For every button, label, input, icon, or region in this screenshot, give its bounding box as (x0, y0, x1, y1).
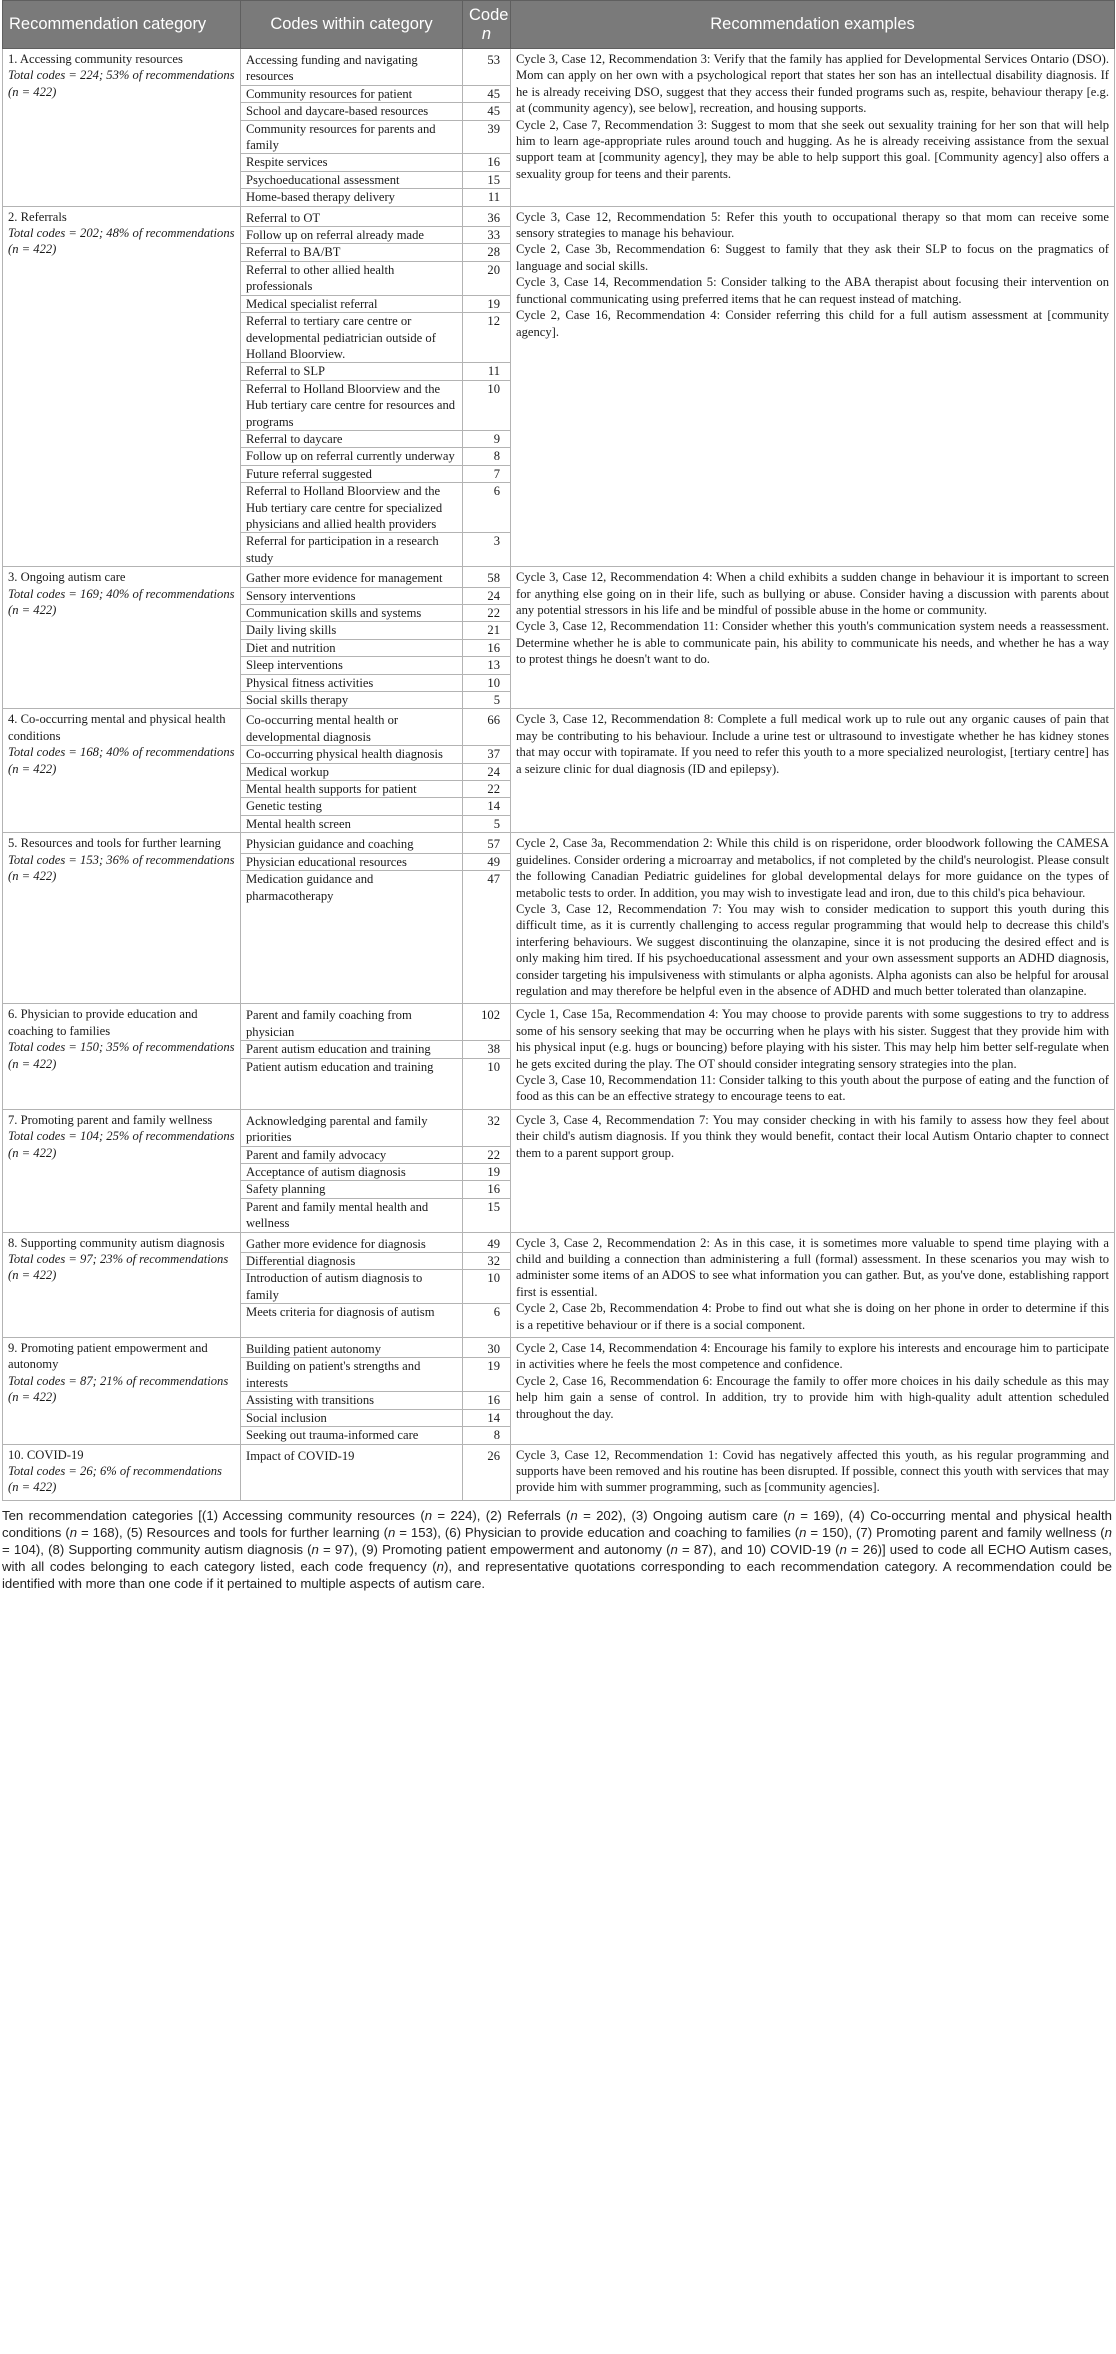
code-label: School and daycare-based resources (241, 103, 462, 120)
code-label: Mental health screen (246, 816, 351, 831)
code-count: 5 (493, 816, 500, 831)
code-count: 8 (463, 448, 510, 465)
examples-cell (511, 206, 1115, 567)
category-cell (3, 206, 241, 567)
header-code-n-line2: n (481, 24, 492, 43)
category-title: 9. Promoting patient empowerment and autonomy (8, 1341, 208, 1372)
category-title: 4. Co-occurring mental and physical health conditions (8, 712, 226, 743)
table-row (3, 1004, 1115, 1109)
code-label: Physical fitness activities (241, 675, 462, 692)
code-count: 10 (463, 1270, 510, 1304)
codes-cell (241, 1444, 463, 1500)
code-label: Daily living skills (241, 622, 462, 639)
examples-cell (511, 1338, 1115, 1444)
code-count: 32 (463, 1113, 510, 1147)
examples-cell (511, 833, 1115, 1004)
code-label: Future referral suggested (241, 466, 462, 483)
counts-cell (463, 206, 511, 567)
code-label: Gather more evidence for diagnosis (241, 1236, 462, 1253)
examples-cell (511, 1004, 1115, 1109)
codes-cell (241, 709, 463, 833)
code-label: Acknowledging parental and family priorities (241, 1113, 462, 1147)
table-body (3, 49, 1115, 1501)
code-count: 49 (463, 854, 510, 871)
code-count: 22 (463, 1147, 510, 1164)
category-total: Total codes = 150; 35% of recommendations (n = 422) (8, 1040, 235, 1071)
code-count: 45 (463, 103, 510, 120)
code-label: Medication guidance and pharmacotherapy (246, 872, 374, 903)
recommendation-example: Cycle 3, Case 12, Recommendation 4: When a child exhibits a sudden change in behaviour it is important to screen for anything else going on in their life, such as bullying or abuse. Consider having a discussion with parents about any potential stressors in his life and be mindful of possible abuse in the home or community. (516, 570, 1109, 617)
category-total: Total codes = 153; 36% of recommendations (n = 422) (8, 852, 235, 884)
code-count: 38 (463, 1041, 510, 1058)
code-count: 8 (493, 1428, 500, 1443)
category-cell (3, 49, 241, 207)
code-label: Parent autism education and training (241, 1041, 462, 1058)
code-count: 30 (463, 1341, 510, 1358)
code-label: Safety planning (241, 1181, 462, 1198)
recommendation-example: Cycle 2, Case 16, Recommendation 6: Encourage the family to offer more choices in his daily schedule as this may help him gain a sense of control. In addition, try to provide him with high-quality adult attention scheduled throughout the day. (516, 1373, 1109, 1421)
recommendation-example: Cycle 3, Case 12, Recommendation 7: You may wish to consider medication to support this youth during this difficult time, as it is currently challenging to access regular programming that would help to decrease this child's interfering behaviours. We suggest discontinuing the olanzapine, since it is not producing the desired effect and is only making him tired. If his psychoeducational assessment and your own assessment supports an ADHD diagnosis, consider targeting his impulsiveness with stimulants or alpha agonists. Alpha agonists can also be helpful for arousal regulation and may therefore be helpful even in the absence of ADHD and much better tolerated than olanzapine. (516, 901, 1109, 998)
code-label: Parent and family coaching from physician (241, 1007, 462, 1041)
code-count: 58 (463, 570, 510, 587)
category-title: 7. Promoting parent and family wellness (8, 1112, 213, 1127)
code-count: 10 (463, 675, 510, 692)
code-count: 66 (463, 712, 510, 746)
code-label: Respite services (241, 154, 462, 171)
code-count: 24 (463, 588, 510, 605)
counts-cell (463, 833, 511, 1004)
category-total: Total codes = 104; 25% of recommendations (n = 422) (8, 1129, 235, 1160)
category-title: 6. Physician to provide education and coaching to families (8, 1007, 198, 1038)
code-count: 10 (463, 381, 510, 431)
code-label: Referral to OT (241, 210, 462, 227)
code-label: Referral to BA/BT (241, 244, 462, 261)
code-label: Communication skills and systems (241, 605, 462, 622)
codes-cell (241, 1338, 463, 1444)
code-label: Medical workup (241, 764, 462, 781)
recommendation-example: Cycle 3, Case 14, Recommendation 5: Consider talking to the ABA therapist about focusing their intervention on functional communicating using preferred items that he can request instead of matching. (516, 275, 1109, 306)
code-label: Referral to SLP (241, 363, 462, 380)
code-count: 21 (463, 622, 510, 639)
category-cell (3, 833, 241, 1004)
code-count: 22 (463, 605, 510, 622)
category-total: Total codes = 26; 6% of recommendations (n = 422) (8, 1463, 222, 1495)
category-cell (3, 1338, 241, 1444)
examples-cell (511, 709, 1115, 833)
category-cell (3, 709, 241, 833)
examples-cell (511, 1232, 1115, 1337)
table-footnote: Ten recommendation categories [(1) Accessing community resources (n = 224), (2) Referrals (n = 202), (3) Ongoing autism care (n = 169), (4) Co-occurring mental and physical health conditions (n = 168), (5) Resources and tools for further learning (n = 153), (6) Physician to provide education and coaching to families (n = 150), (7) Promoting parent and family wellness (n = 104), (8) Supporting community autism diagnosis (n = 97), (9) Promoting patient empowerment and autonomy (n = 87), and 10) COVID-19 (n = 26)] used to code all ECHO Autism cases, with all codes belonging to each category listed, each code frequency (n), and representative quotations corresponding to each recommendation category. A recommendation could be identified with more than one code if it pertained to multiple aspects of autism care. (2, 1507, 1112, 1591)
code-count: 28 (463, 244, 510, 261)
header-codes: Codes within category (241, 1, 463, 49)
code-count: 57 (463, 836, 510, 853)
code-label: Community resources for parents and family (241, 121, 462, 155)
code-count: 24 (463, 764, 510, 781)
code-count: 102 (463, 1007, 510, 1041)
code-label: Gather more evidence for management (241, 570, 462, 587)
code-label: Sensory interventions (241, 588, 462, 605)
codes-cell (241, 833, 463, 1004)
counts-cell (463, 709, 511, 833)
counts-cell (463, 1444, 511, 1500)
category-title: 8. Supporting community autism diagnosis (8, 1235, 225, 1250)
counts-cell (463, 1232, 511, 1337)
code-count: 16 (463, 640, 510, 657)
code-label: Physician educational resources (241, 854, 462, 871)
code-label: Impact of COVID-19 (246, 1448, 355, 1463)
category-title: 1. Accessing community resources (8, 52, 183, 66)
code-count: 19 (463, 1164, 510, 1181)
code-count: 15 (463, 172, 510, 189)
code-count: 19 (463, 1358, 510, 1392)
recommendation-example: Cycle 2, Case 3a, Recommendation 2: While this child is on risperidone, order bloodwork following the CAMESA guidelines. Consider ordering a microarray and metabolics, if not completed by the child's neurologist. Please consult the following Canadian Pediatric guidelines for global developmental delays for more guidance on the types of metabolic tests to order. In addition, you may wish to investigate lead and iron, due to this child's pica behaviour. (516, 836, 1109, 900)
table-row (3, 833, 1115, 1004)
code-count: 49 (463, 1236, 510, 1253)
category-cell (3, 1232, 241, 1337)
code-label: Building on patient's strengths and interests (241, 1358, 462, 1392)
code-count: 39 (463, 121, 510, 155)
code-label: Referral to Holland Bloorview and the Hub tertiary care centre for specialized physicians and allied health providers (241, 483, 462, 533)
code-count: 14 (463, 1410, 510, 1427)
examples-cell (511, 49, 1115, 207)
code-count: 32 (463, 1253, 510, 1270)
recommendation-example: Cycle 2, Case 14, Recommendation 4: Encourage his family to explore his interests and encourage him to participate in activities where he feels the most competence and confidence. (516, 1341, 1109, 1372)
category-cell (3, 567, 241, 709)
code-label: Referral to tertiary care centre or developmental pediatrician outside of Holland Bloorview. (241, 313, 462, 363)
code-count: 6 (463, 483, 510, 533)
recommendation-example: Cycle 2, Case 7, Recommendation 3: Suggest to mom that she seek out sexuality training for her son that will help him to learn age-appropriate rules around touch and hugging. As he is already receiving assistance from the sexual support team at [community agency], they may be able to help support this goal. [Community agency] also offers a sexuality group for teens and their parents. (516, 117, 1109, 181)
recommendation-example: Cycle 2, Case 3b, Recommendation 6: Suggest to family that they ask their SLP to focus on the pragmatics of language and social skills. (516, 242, 1109, 273)
category-title: 10. COVID-19 (8, 1447, 84, 1462)
code-label: Patient autism education and training (246, 1059, 434, 1074)
code-label: Assisting with transitions (241, 1392, 462, 1409)
code-count: 45 (463, 86, 510, 103)
code-label: Accessing funding and navigating resources (241, 52, 462, 86)
code-count: 3 (493, 534, 500, 549)
table-row (3, 1338, 1115, 1444)
code-label: Follow up on referral currently underway (241, 448, 462, 465)
code-label: Physician guidance and coaching (241, 836, 462, 853)
code-label: Social inclusion (241, 1410, 462, 1427)
code-label: Meets criteria for diagnosis of autism (246, 1305, 435, 1320)
code-label: Diet and nutrition (241, 640, 462, 657)
code-label: Co-occurring physical health diagnosis (241, 746, 462, 763)
code-count: 14 (463, 798, 510, 815)
code-count: 10 (487, 1059, 500, 1074)
code-count: 47 (487, 872, 500, 887)
recommendation-example: Cycle 3, Case 12, Recommendation 5: Refer this youth to occupational therapy so that mom can receive some sensory strategies to manage his behaviour. (516, 209, 1109, 241)
codes-cell (241, 567, 463, 709)
code-label: Co-occurring mental health or developmental diagnosis (241, 712, 462, 746)
code-label: Differential diagnosis (241, 1253, 462, 1270)
code-count: 5 (493, 693, 500, 708)
recommendation-example: Cycle 3, Case 2, Recommendation 2: As in this case, it is sometimes more valuable to spend time playing with a child and building a connection than administering a full (formal) assessment. In these scenarios you may wish to administer some items of an ADOS to see what information you can gather. But, as you've done, establishing rapport first is essential. (516, 1235, 1109, 1299)
counts-cell (463, 567, 511, 709)
codes-cell (241, 49, 463, 207)
code-count: 37 (463, 746, 510, 763)
code-count: 19 (463, 296, 510, 313)
examples-cell (511, 1109, 1115, 1232)
counts-cell (463, 49, 511, 207)
table-row (3, 206, 1115, 567)
code-count: 16 (463, 154, 510, 171)
codes-cell (241, 206, 463, 567)
code-label: Community resources for patient (241, 86, 462, 103)
category-total: Total codes = 224; 53% of recommendations (n = 422) (8, 68, 235, 99)
category-total: Total codes = 97; 23% of recommendations (n = 422) (8, 1252, 229, 1283)
code-label: Home-based therapy delivery (246, 190, 395, 205)
code-label: Parent and family advocacy (241, 1147, 462, 1164)
counts-cell (463, 1338, 511, 1444)
recommendation-example: Cycle 3, Case 12, Recommendation 1: Covid has negatively affected this youth, as his regular programming and supports have been removed and his routine has been disrupted. If possible, connect this youth with services that may provide him with summer programming, such as [community agencies]. (516, 1447, 1109, 1495)
code-count: 16 (463, 1181, 510, 1198)
examples-cell (511, 1444, 1115, 1500)
codes-cell (241, 1232, 463, 1337)
counts-cell (463, 1004, 511, 1109)
category-cell (3, 1444, 241, 1500)
recommendation-example: Cycle 3, Case 12, Recommendation 8: Complete a full medical work up to rule out any organic causes of pain that may be contributing to his behaviour. Include a urine test or ultrasound to investigate whether he has kidney stones that may occur with topiramate. If you need to refer this youth to a more specialized neurologist, [tertiary centre] has a seizure clinic for dual diagnosis (ID and epilepsy). (516, 712, 1109, 776)
code-count: 16 (463, 1392, 510, 1409)
code-count: 26 (487, 1448, 500, 1463)
code-label: Building patient autonomy (241, 1341, 462, 1358)
code-label: Medical specialist referral (241, 296, 462, 313)
code-label: Acceptance of autism diagnosis (241, 1164, 462, 1181)
recommendation-example: Cycle 2, Case 2b, Recommendation 4: Probe to find out what she is doing on her phone in order to determine if this is a repetitive behaviour or if there is a social component. (516, 1301, 1109, 1332)
table-row (3, 49, 1115, 207)
recommendation-example: Cycle 2, Case 16, Recommendation 4: Consider referring this child for a full autism assessment at [community agency]. (516, 308, 1109, 339)
code-label: Follow up on referral already made (241, 227, 462, 244)
code-count: 22 (463, 781, 510, 798)
category-cell (3, 1109, 241, 1232)
code-label: Referral to Holland Bloorview and the Hub tertiary care centre for resources and programs (241, 381, 462, 431)
category-total: Total codes = 87; 21% of recommendations (n = 422) (8, 1373, 229, 1405)
code-count: 20 (463, 262, 510, 296)
code-count: 7 (463, 466, 510, 483)
recommendation-example: Cycle 3, Case 4, Recommendation 7: You may consider checking in with his family to assess how they feel about their child's autism diagnosis. If you think they would benefit, contact their local Autism Ontario chapter to connect them to a parent support group. (516, 1112, 1109, 1160)
code-count: 13 (463, 657, 510, 674)
code-count: 15 (487, 1199, 500, 1214)
recommendation-example: Cycle 1, Case 15a, Recommendation 4: You may choose to provide parents with some suggestions to try to address some of his sensory seeking that may be occurring when he plays with his sister. Suggest that they provide him with his physical input (e.g. hugs or bouncing) before playing with his sister. This may help him better self-regulate when he gets excited during the play. The OT should consider integrating sensory strategies into the plan. (516, 1007, 1109, 1071)
header-category: Recommendation category (3, 1, 241, 49)
code-count: 11 (463, 363, 510, 380)
header-examples: Recommendation examples (511, 1, 1115, 49)
code-count: 53 (463, 52, 510, 86)
code-count: 11 (487, 190, 500, 205)
table-row (3, 567, 1115, 709)
code-label: Genetic testing (241, 798, 462, 815)
code-label: Referral for participation in a research study (246, 534, 439, 565)
table-header-row (3, 1, 1115, 49)
recommendations-table (2, 0, 1115, 1501)
code-count: 6 (493, 1305, 500, 1320)
code-label: Referral to other allied health professionals (241, 262, 462, 296)
codes-cell (241, 1004, 463, 1109)
table-row (3, 1232, 1115, 1337)
table-row (3, 1444, 1115, 1500)
category-title: 3. Ongoing autism care (8, 570, 126, 585)
category-title: 2. Referrals (8, 209, 67, 224)
code-label: Referral to daycare (241, 431, 462, 448)
recommendation-example: Cycle 3, Case 12, Recommendation 11: Consider whether this youth's communication system needs a reassessment. Determine whether he is able to communicate pain, his ability to communicate his needs, and whether he has a way to protest things he doesn't want to do. (516, 619, 1109, 667)
category-title: 5. Resources and tools for further learning (8, 836, 221, 851)
examples-cell (511, 567, 1115, 709)
category-total: Total codes = 169; 40% of recommendations (n = 422) (8, 586, 235, 617)
code-count: 33 (463, 227, 510, 244)
header-code-n (463, 1, 511, 49)
code-count: 9 (463, 431, 510, 448)
code-label: Mental health supports for patient (241, 781, 462, 798)
recommendation-example: Cycle 3, Case 10, Recommendation 11: Consider talking to this youth about the purpose of eating and the function of food as this can be an effective strategy to encourage teens to eat. (516, 1072, 1109, 1104)
code-label: Social skills therapy (246, 693, 349, 708)
document (2, 0, 1114, 1592)
code-label: Seeking out trauma-informed care (246, 1428, 419, 1443)
codes-cell (241, 1109, 463, 1232)
code-count: 36 (463, 210, 510, 227)
recommendation-example: Cycle 3, Case 12, Recommendation 3: Verify that the family has applied for Developmental Services Ontario (DSO). Mom can apply on her own with a psychological report that states her son has an intellectual disability diagnosis. If he is already receiving DSO, suggest that they access their funded programs such as, respite, behaviour therapy [e.g. at (community agency), see below], recreation, and housing supports. (516, 52, 1109, 116)
code-count: 12 (463, 313, 510, 363)
code-label: Psychoeducational assessment (241, 172, 462, 189)
table-row (3, 1109, 1115, 1232)
category-cell (3, 1004, 241, 1109)
table-row (3, 709, 1115, 833)
header-code-n-line1: Code (469, 5, 509, 24)
category-total: Total codes = 202; 48% of recommendations (n = 422) (8, 226, 235, 257)
code-label: Introduction of autism diagnosis to family (241, 1270, 462, 1304)
code-label: Parent and family mental health and wellness (246, 1199, 429, 1231)
category-total: Total codes = 168; 40% of recommendations (n = 422) (8, 745, 235, 776)
code-label: Sleep interventions (241, 657, 462, 674)
counts-cell (463, 1109, 511, 1232)
